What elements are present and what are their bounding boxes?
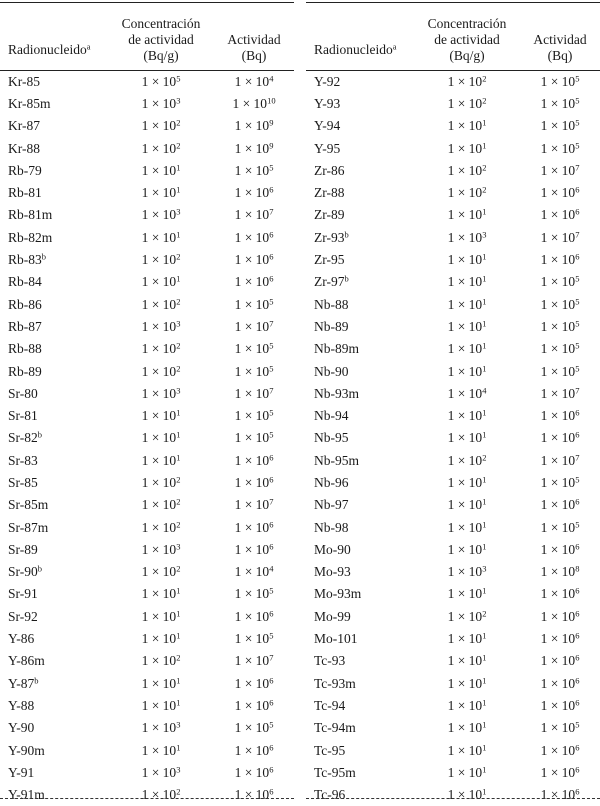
concentration-cell: $1 \times 10^2$ [108,784,214,806]
activity-cell: $1 \times 10^5$ [520,137,600,159]
concentration-cell: $1 \times 10^1$ [414,784,520,806]
nuclide-cell: Nb-90 [306,360,414,382]
concentration-cell: $1 \times 10^2$ [108,249,214,271]
activity-cell: $1 \times 10^5$ [520,516,600,538]
nuclide-cell: Tc-96 [306,784,414,806]
concentration-cell: $1 \times 10^1$ [108,227,214,249]
activity-cell: $1 \times 10^6$ [214,249,294,271]
nuclide-cell: Sr-90$^b$ [0,561,108,583]
nuclide-cell: Sr-80 [0,383,108,405]
activity-cell: $1 \times 10^5$ [520,316,600,338]
activity-cell: $1 \times 10^6$ [214,271,294,293]
concentration-cell: $1 \times 10^2$ [108,516,214,538]
nuclide-cell: Nb-89 [306,316,414,338]
concentration-cell: $1 \times 10^3$ [414,227,520,249]
table-row [306,383,600,405]
concentration-cell: $1 \times 10^2$ [108,115,214,137]
activity-cell: $1 \times 10^5$ [520,293,600,315]
table-row [306,204,600,226]
nuclide-cell: Nb-95m [306,450,414,472]
nuclide-cell: Y-91m [0,784,108,806]
concentration-cell: $1 \times 10^1$ [414,137,520,159]
table-row [0,583,294,605]
activity-cell: $1 \times 10^6$ [214,450,294,472]
activity-cell: $1 \times 10^6$ [214,695,294,717]
table-row [0,383,294,405]
activity-cell: $1 \times 10^6$ [214,182,294,204]
concentration-cell: $1 \times 10^2$ [414,93,520,115]
table-row [0,271,294,293]
activity-cell: $1 \times 10^6$ [214,227,294,249]
nuclide-cell: Zr-86 [306,160,414,182]
nuclide-cell: Rb-82m [0,227,108,249]
nuclide-cell: Sr-89 [0,539,108,561]
activity-cell: $1 \times 10^6$ [214,762,294,784]
concentration-cell: $1 \times 10^1$ [414,650,520,672]
activity-cell: $1 \times 10^6$ [214,606,294,628]
activity-cell: $1 \times 10^4$ [214,561,294,583]
table-row [0,539,294,561]
activity-cell: $1 \times 10^5$ [520,472,600,494]
table-row [306,249,600,271]
activity-cell: $1 \times 10^7$ [214,650,294,672]
table-row [0,316,294,338]
activity-cell: $1 \times 10^5$ [214,717,294,739]
activity-cell: $1 \times 10^4$ [214,71,294,93]
nuclide-cell: Rb-81 [0,182,108,204]
concentration-cell: $1 \times 10^1$ [108,606,214,628]
nuclide-cell: Nb-95 [306,427,414,449]
concentration-cell: $1 \times 10^1$ [414,204,520,226]
activity-cell: $1 \times 10^6$ [520,182,600,204]
table-row [306,227,600,249]
activity-cell: $1 \times 10^6$ [520,739,600,761]
table-row [306,784,600,806]
table-row [0,427,294,449]
activity-cell: $1 \times 10^5$ [520,360,600,382]
nuclide-cell: Zr-95 [306,249,414,271]
concentration-cell: $1 \times 10^1$ [108,695,214,717]
nuclide-cell: Mo-99 [306,606,414,628]
concentration-cell: $1 \times 10^1$ [414,494,520,516]
concentration-cell: $1 \times 10^3$ [108,717,214,739]
concentration-cell: $1 \times 10^1$ [108,739,214,761]
table-row [306,293,600,315]
table-row [0,227,294,249]
table-row [306,606,600,628]
nuclide-cell: Y-90m [0,739,108,761]
table-row [0,249,294,271]
concentration-cell: $1 \times 10^1$ [414,405,520,427]
activity-cell: $1 \times 10^5$ [214,583,294,605]
table-row [306,673,600,695]
table-row [306,472,600,494]
activity-cell: $1 \times 10^6$ [214,516,294,538]
nuclide-cell: Tc-93 [306,650,414,672]
activity-cell: $1 \times 10^7$ [214,204,294,226]
table-row [0,606,294,628]
table-row [0,182,294,204]
concentration-cell: $1 \times 10^2$ [414,160,520,182]
concentration-cell: $1 \times 10^2$ [108,494,214,516]
concentration-cell: $1 \times 10^1$ [414,249,520,271]
activity-cell: $1 \times 10^5$ [520,71,600,93]
table-row [0,762,294,784]
concentration-cell: $1 \times 10^1$ [414,673,520,695]
nuclide-cell: Tc-94 [306,695,414,717]
table-row [0,784,294,806]
concentration-header: Concentración de actividad (Bq/g) [108,3,214,71]
nuclide-cell: Mo-93m [306,583,414,605]
nuclide-cell: Nb-98 [306,516,414,538]
activity-cell: $1 \times 10^7$ [214,494,294,516]
activity-cell: $1 \times 10^5$ [214,338,294,360]
table-row [0,450,294,472]
table-row [306,561,600,583]
nuclide-cell: Kr-85 [0,71,108,93]
nuclide-header: Radionucleido$^a$ [306,3,414,71]
activity-cell: $1 \times 10^5$ [214,405,294,427]
nuclide-cell: Rb-79 [0,160,108,182]
activity-cell: $1 \times 10^6$ [520,784,600,806]
concentration-cell: $1 \times 10^2$ [414,71,520,93]
concentration-cell: $1 \times 10^2$ [108,472,214,494]
concentration-cell: $1 \times 10^1$ [414,271,520,293]
table-row [306,739,600,761]
activity-cell: $1 \times 10^5$ [520,93,600,115]
activity-cell: $1 \times 10^5$ [520,115,600,137]
activity-cell: $1 \times 10^7$ [520,227,600,249]
nuclide-cell: Nb-96 [306,472,414,494]
concentration-cell: $1 \times 10^3$ [108,539,214,561]
activity-cell: $1 \times 10^9$ [214,115,294,137]
activity-cell: $1 \times 10^6$ [520,427,600,449]
nuclide-cell: Mo-93 [306,561,414,583]
table-row [0,360,294,382]
activity-cell: $1 \times 10^6$ [214,539,294,561]
nuclide-cell: Nb-94 [306,405,414,427]
nuclide-cell: Sr-82$^b$ [0,427,108,449]
concentration-cell: $1 \times 10^1$ [414,338,520,360]
activity-cell: $1 \times 10^7$ [214,383,294,405]
nuclide-cell: Rb-84 [0,271,108,293]
nuclide-cell: Sr-91 [0,583,108,605]
nuclide-cell: Sr-85 [0,472,108,494]
activity-cell: $1 \times 10^6$ [520,249,600,271]
table-row [306,583,600,605]
concentration-cell: $1 \times 10^3$ [108,93,214,115]
table-row [306,271,600,293]
concentration-cell: $1 \times 10^1$ [108,160,214,182]
activity-cell: $1 \times 10^7$ [520,450,600,472]
concentration-cell: $1 \times 10^1$ [108,673,214,695]
activity-cell: $1 \times 10^6$ [214,784,294,806]
table-row [0,494,294,516]
table-row [306,427,600,449]
concentration-header: Concentración de actividad (Bq/g) [414,3,520,71]
concentration-cell: $1 \times 10^1$ [414,717,520,739]
table-row [306,762,600,784]
concentration-cell: $1 \times 10^1$ [108,628,214,650]
activity-cell: $1 \times 10^6$ [214,472,294,494]
nuclide-cell: Y-88 [0,695,108,717]
concentration-cell: $1 \times 10^1$ [414,539,520,561]
radionuclide-table-left [0,2,294,806]
nuclide-cell: Zr-97$^b$ [306,271,414,293]
nuclide-cell: Kr-88 [0,137,108,159]
concentration-cell: $1 \times 10^1$ [108,182,214,204]
concentration-cell: $1 \times 10^1$ [108,427,214,449]
nuclide-cell: Nb-89m [306,338,414,360]
continuation-divider-right [306,798,600,799]
activity-cell: $1 \times 10^7$ [520,160,600,182]
nuclide-cell: Zr-93$^b$ [306,227,414,249]
concentration-cell: $1 \times 10^1$ [414,115,520,137]
activity-cell: $1 \times 10^5$ [214,160,294,182]
table-row [306,405,600,427]
activity-cell: $1 \times 10^5$ [214,628,294,650]
activity-cell: $1 \times 10^5$ [214,360,294,382]
table-row [0,160,294,182]
table-row [306,115,600,137]
table-row [306,316,600,338]
table-header [306,3,600,71]
concentration-cell: $1 \times 10^1$ [108,583,214,605]
nuclide-cell: Y-91 [0,762,108,784]
activity-cell: $1 \times 10^7$ [214,316,294,338]
concentration-cell: $1 \times 10^2$ [108,561,214,583]
activity-cell: $1 \times 10^6$ [520,762,600,784]
table-row [306,494,600,516]
concentration-cell: $1 \times 10^1$ [414,293,520,315]
table-row [0,516,294,538]
table-body [306,71,600,806]
nuclide-cell: Rb-88 [0,338,108,360]
concentration-cell: $1 \times 10^5$ [108,71,214,93]
activity-cell: $1 \times 10^6$ [520,405,600,427]
concentration-cell: $1 \times 10^1$ [414,316,520,338]
nuclide-cell: Sr-87m [0,516,108,538]
table-row [306,338,600,360]
concentration-cell: $1 \times 10^1$ [414,583,520,605]
nuclide-cell: Tc-95m [306,762,414,784]
table-row [306,695,600,717]
activity-header: Actividad (Bq) [214,3,294,71]
nuclide-cell: Rb-86 [0,293,108,315]
table-row [0,93,294,115]
activity-cell: $1 \times 10^5$ [520,717,600,739]
activity-cell: $1 \times 10^6$ [520,606,600,628]
table-row [306,137,600,159]
activity-cell: $1 \times 10^6$ [520,650,600,672]
concentration-cell: $1 \times 10^2$ [108,360,214,382]
nuclide-cell: Tc-95 [306,739,414,761]
tables-container [0,2,600,806]
activity-cell: $1 \times 10^6$ [520,583,600,605]
nuclide-cell: Zr-88 [306,182,414,204]
table-row [0,673,294,695]
nuclide-cell: Y-86m [0,650,108,672]
concentration-cell: $1 \times 10^3$ [108,204,214,226]
nuclide-cell: Mo-90 [306,539,414,561]
table-row [306,717,600,739]
nuclide-cell: Mo-101 [306,628,414,650]
table-row [306,160,600,182]
nuclide-cell: Y-92 [306,71,414,93]
nuclide-cell: Y-90 [0,717,108,739]
table-row [0,71,294,93]
nuclide-header: Radionucleido$^a$ [0,3,108,71]
nuclide-cell: Rb-81m [0,204,108,226]
activity-cell: $1 \times 10^6$ [214,739,294,761]
activity-cell: $1 \times 10^8$ [520,561,600,583]
nuclide-cell: Sr-83 [0,450,108,472]
table-row [0,115,294,137]
table-row [0,695,294,717]
table-row [0,561,294,583]
nuclide-cell: Nb-93m [306,383,414,405]
nuclide-cell: Kr-85m [0,93,108,115]
table-row [0,137,294,159]
nuclide-cell: Y-86 [0,628,108,650]
concentration-cell: $1 \times 10^1$ [108,405,214,427]
concentration-cell: $1 \times 10^2$ [108,338,214,360]
nuclide-cell: Tc-93m [306,673,414,695]
table-row [306,516,600,538]
concentration-cell: $1 \times 10^2$ [108,293,214,315]
table-row [306,450,600,472]
radionuclide-table-right [306,2,600,806]
concentration-cell: $1 \times 10^3$ [108,762,214,784]
concentration-cell: $1 \times 10^1$ [414,427,520,449]
nuclide-cell: Sr-81 [0,405,108,427]
table-row [0,739,294,761]
nuclide-cell: Nb-97 [306,494,414,516]
concentration-cell: $1 \times 10^3$ [108,383,214,405]
nuclide-cell: Zr-89 [306,204,414,226]
table-row [0,204,294,226]
concentration-cell: $1 \times 10^2$ [414,606,520,628]
concentration-cell: $1 \times 10^2$ [414,182,520,204]
activity-cell: $1 \times 10^6$ [520,494,600,516]
table-row [0,628,294,650]
activity-cell: $1 \times 10^6$ [520,695,600,717]
activity-cell: $1 \times 10^5$ [214,427,294,449]
nuclide-cell: Y-87$^b$ [0,673,108,695]
concentration-cell: $1 \times 10^1$ [414,762,520,784]
activity-cell: $1 \times 10^6$ [520,204,600,226]
nuclide-cell: Kr-87 [0,115,108,137]
concentration-cell: $1 \times 10^1$ [108,271,214,293]
activity-cell: $1 \times 10^5$ [520,338,600,360]
activity-cell: $1 \times 10^{10}$ [214,93,294,115]
nuclide-cell: Nb-88 [306,293,414,315]
activity-cell: $1 \times 10^6$ [520,673,600,695]
table-body [0,71,294,806]
table-row [0,717,294,739]
activity-cell: $1 \times 10^5$ [520,271,600,293]
table-row [306,71,600,93]
table-row [306,650,600,672]
activity-cell: $1 \times 10^9$ [214,137,294,159]
table-row [306,360,600,382]
concentration-cell: $1 \times 10^1$ [414,360,520,382]
continuation-divider-left [0,798,294,799]
activity-cell: $1 \times 10^6$ [520,539,600,561]
nuclide-cell: Sr-92 [0,606,108,628]
activity-cell: $1 \times 10^6$ [520,628,600,650]
concentration-cell: $1 \times 10^2$ [108,137,214,159]
concentration-cell: $1 \times 10^1$ [414,472,520,494]
table-header [0,3,294,71]
activity-cell: $1 \times 10^6$ [214,673,294,695]
nuclide-cell: Sr-85m [0,494,108,516]
concentration-cell: $1 \times 10^2$ [108,650,214,672]
nuclide-cell: Tc-94m [306,717,414,739]
concentration-cell: $1 \times 10^1$ [414,628,520,650]
table-row [0,405,294,427]
table-row [0,293,294,315]
table-row [306,539,600,561]
nuclide-cell: Rb-83$^b$ [0,249,108,271]
activity-cell: $1 \times 10^5$ [214,293,294,315]
table-row [0,338,294,360]
nuclide-cell: Rb-87 [0,316,108,338]
nuclide-cell: Y-93 [306,93,414,115]
activity-cell: $1 \times 10^7$ [520,383,600,405]
concentration-cell: $1 \times 10^1$ [414,695,520,717]
table-row [306,93,600,115]
table-row [0,472,294,494]
concentration-cell: $1 \times 10^3$ [414,561,520,583]
activity-header: Actividad (Bq) [520,3,600,71]
table-row [306,182,600,204]
table-row [0,650,294,672]
table-row [306,628,600,650]
concentration-cell: $1 \times 10^1$ [414,516,520,538]
concentration-cell: $1 \times 10^3$ [108,316,214,338]
nuclide-cell: Rb-89 [0,360,108,382]
concentration-cell: $1 \times 10^1$ [108,450,214,472]
concentration-cell: $1 \times 10^4$ [414,383,520,405]
nuclide-cell: Y-95 [306,137,414,159]
nuclide-cell: Y-94 [306,115,414,137]
concentration-cell: $1 \times 10^2$ [414,450,520,472]
concentration-cell: $1 \times 10^1$ [414,739,520,761]
